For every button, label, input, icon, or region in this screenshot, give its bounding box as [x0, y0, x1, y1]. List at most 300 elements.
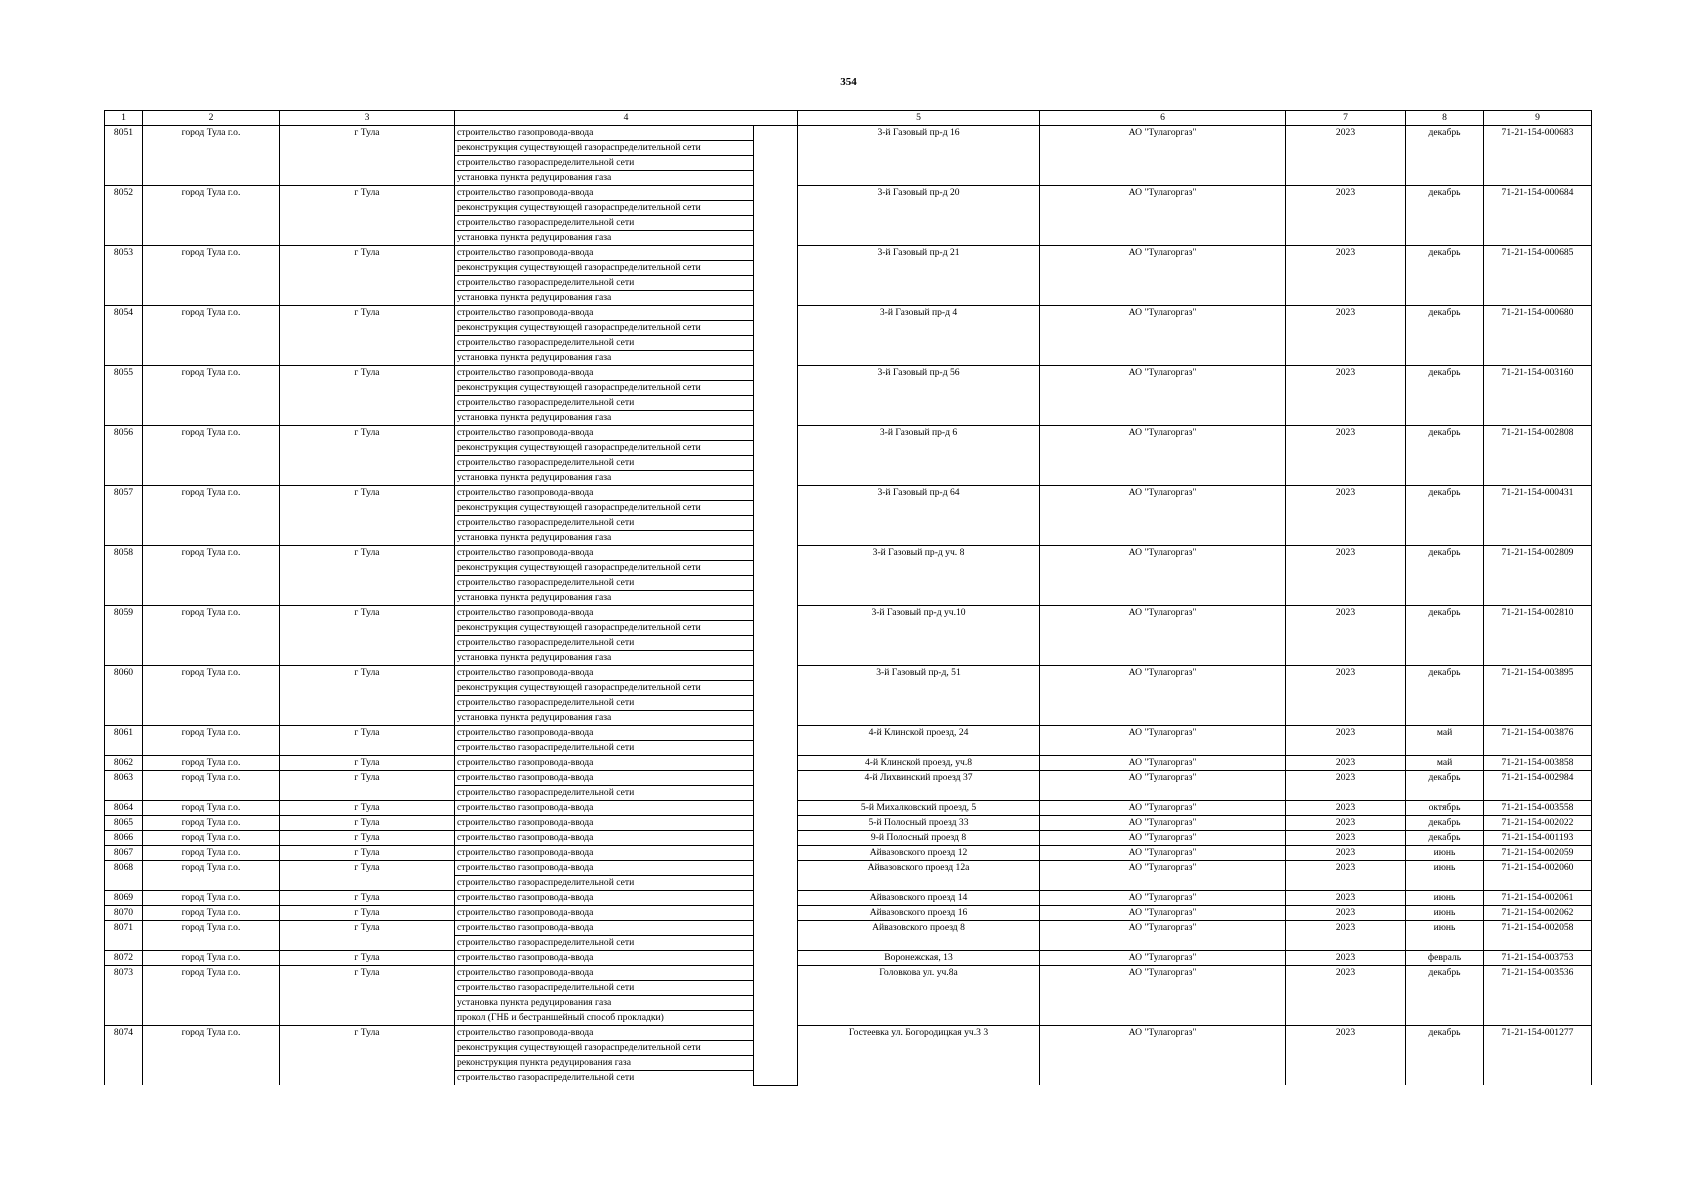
code-cell: 71-21-154-003876 — [1484, 726, 1592, 756]
work-spacer — [754, 936, 798, 951]
work-item: реконструкция существующей газораспределительной сети — [455, 441, 754, 456]
district-cell: город Тула г.о. — [143, 426, 280, 486]
month-cell: июнь — [1406, 846, 1484, 861]
table-row — [105, 186, 1592, 201]
work-item: строительство газораспределительной сети — [455, 786, 754, 801]
month-cell: июнь — [1406, 906, 1484, 921]
registry-table — [104, 110, 1592, 1086]
work-item: строительство газопровода-ввода — [455, 366, 754, 381]
month-cell: июнь — [1406, 861, 1484, 891]
organization-cell: АО "Тулагоргаз" — [1040, 921, 1286, 951]
work-spacer — [754, 216, 798, 231]
organization-cell: АО "Тулагоргаз" — [1040, 126, 1286, 186]
work-spacer — [754, 831, 798, 846]
district-cell: город Тула г.о. — [143, 921, 280, 951]
work-spacer — [754, 741, 798, 756]
work-item: строительство газопровода-ввода — [455, 951, 754, 966]
organization-cell: АО "Тулагоргаз" — [1040, 846, 1286, 861]
year-cell: 2023 — [1286, 801, 1406, 816]
address-cell: Гостеевка ул. Богородицкая уч.3 3 — [798, 1026, 1040, 1086]
table-header — [105, 111, 1592, 126]
year-cell: 2023 — [1286, 891, 1406, 906]
address-cell: 3-й Газовый пр-д 21 — [798, 246, 1040, 306]
work-spacer — [754, 381, 798, 396]
work-spacer — [754, 966, 798, 981]
address-cell: Айвазовского проезд 8 — [798, 921, 1040, 951]
record-number: 8068 — [105, 861, 143, 891]
work-spacer — [754, 186, 798, 201]
work-spacer — [754, 681, 798, 696]
locality-cell: г Тула — [280, 861, 455, 891]
address-cell: Айвазовского проезд 12а — [798, 861, 1040, 891]
year-cell: 2023 — [1286, 486, 1406, 546]
address-cell: Айвазовского проезд 12 — [798, 846, 1040, 861]
month-cell: февраль — [1406, 951, 1484, 966]
work-item: строительство газораспределительной сети — [455, 636, 754, 651]
work-item: строительство газопровода-ввода — [455, 891, 754, 906]
table-row — [105, 966, 1592, 981]
work-item: строительство газопровода-ввода — [455, 726, 754, 741]
code-cell: 71-21-154-000684 — [1484, 186, 1592, 246]
work-item: строительство газопровода-ввода — [455, 906, 754, 921]
locality-cell: г Тула — [280, 966, 455, 1026]
column-header: 5 — [798, 111, 1040, 126]
work-spacer — [754, 726, 798, 741]
month-cell: декабрь — [1406, 831, 1484, 846]
record-number: 8059 — [105, 606, 143, 666]
locality-cell: г Тула — [280, 366, 455, 426]
district-cell: город Тула г.о. — [143, 546, 280, 606]
district-cell: город Тула г.о. — [143, 666, 280, 726]
column-header: 6 — [1040, 111, 1286, 126]
year-cell: 2023 — [1286, 966, 1406, 1026]
work-item: строительство газопровода-ввода — [455, 966, 754, 981]
year-cell: 2023 — [1286, 831, 1406, 846]
record-number: 8073 — [105, 966, 143, 1026]
table-row — [105, 846, 1592, 861]
column-header: 3 — [280, 111, 455, 126]
locality-cell: г Тула — [280, 951, 455, 966]
table-row — [105, 921, 1592, 936]
column-header: 1 — [105, 111, 143, 126]
work-item: реконструкция пункта редуцирования газа — [455, 1056, 754, 1071]
record-number: 8062 — [105, 756, 143, 771]
record-number: 8053 — [105, 246, 143, 306]
work-item: установка пункта редуцирования газа — [455, 711, 754, 726]
year-cell: 2023 — [1286, 756, 1406, 771]
district-cell: город Тула г.о. — [143, 186, 280, 246]
month-cell: декабрь — [1406, 126, 1484, 186]
page-number: 354 — [840, 76, 857, 88]
work-spacer — [754, 861, 798, 876]
record-number: 8064 — [105, 801, 143, 816]
work-item: строительство газораспределительной сети — [455, 741, 754, 756]
record-number: 8055 — [105, 366, 143, 426]
locality-cell: г Тула — [280, 186, 455, 246]
work-item: строительство газораспределительной сети — [455, 216, 754, 231]
year-cell: 2023 — [1286, 921, 1406, 951]
column-number-row — [105, 111, 1592, 126]
code-cell: 71-21-154-002809 — [1484, 546, 1592, 606]
code-cell: 71-21-154-002060 — [1484, 861, 1592, 891]
locality-cell: г Тула — [280, 486, 455, 546]
code-cell: 71-21-154-003558 — [1484, 801, 1592, 816]
column-header: 9 — [1484, 111, 1592, 126]
table-row — [105, 486, 1592, 501]
record-number: 8074 — [105, 1026, 143, 1086]
work-item: строительство газораспределительной сети — [455, 576, 754, 591]
organization-cell: АО "Тулагоргаз" — [1040, 951, 1286, 966]
month-cell: декабрь — [1406, 771, 1484, 801]
work-spacer — [754, 291, 798, 306]
record-number: 8069 — [105, 891, 143, 906]
work-item: реконструкция существующей газораспределительной сети — [455, 561, 754, 576]
locality-cell: г Тула — [280, 666, 455, 726]
year-cell: 2023 — [1286, 846, 1406, 861]
address-cell: 3-й Газовый пр-д 16 — [798, 126, 1040, 186]
month-cell: май — [1406, 756, 1484, 771]
record-number: 8058 — [105, 546, 143, 606]
address-cell: Айвазовского проезд 16 — [798, 906, 1040, 921]
district-cell: город Тула г.о. — [143, 831, 280, 846]
table-row — [105, 1026, 1592, 1041]
organization-cell: АО "Тулагоргаз" — [1040, 966, 1286, 1026]
district-cell: город Тула г.о. — [143, 771, 280, 801]
locality-cell: г Тула — [280, 816, 455, 831]
table-row — [105, 756, 1592, 771]
work-spacer — [754, 1026, 798, 1041]
locality-cell: г Тула — [280, 126, 455, 186]
work-item: строительство газопровода-ввода — [455, 426, 754, 441]
code-cell: 71-21-154-002062 — [1484, 906, 1592, 921]
locality-cell: г Тула — [280, 846, 455, 861]
work-spacer — [754, 366, 798, 381]
locality-cell: г Тула — [280, 891, 455, 906]
address-cell: 9-й Полосный проезд 8 — [798, 831, 1040, 846]
work-item: строительство газопровода-ввода — [455, 801, 754, 816]
work-spacer — [754, 171, 798, 186]
work-item: установка пункта редуцирования газа — [455, 411, 754, 426]
address-cell: Айвазовского проезд 14 — [798, 891, 1040, 906]
organization-cell: АО "Тулагоргаз" — [1040, 486, 1286, 546]
work-item: реконструкция существующей газораспределительной сети — [455, 381, 754, 396]
organization-cell: АО "Тулагоргаз" — [1040, 606, 1286, 666]
work-item: строительство газораспределительной сети — [455, 276, 754, 291]
column-header: 8 — [1406, 111, 1484, 126]
work-spacer — [754, 336, 798, 351]
organization-cell: АО "Тулагоргаз" — [1040, 831, 1286, 846]
month-cell: декабрь — [1406, 816, 1484, 831]
record-number: 8056 — [105, 426, 143, 486]
district-cell: город Тула г.о. — [143, 306, 280, 366]
year-cell: 2023 — [1286, 426, 1406, 486]
work-spacer — [754, 126, 798, 141]
month-cell: декабрь — [1406, 186, 1484, 246]
organization-cell: АО "Тулагоргаз" — [1040, 756, 1286, 771]
table-row — [105, 246, 1592, 261]
year-cell: 2023 — [1286, 861, 1406, 891]
work-spacer — [754, 771, 798, 786]
district-cell: город Тула г.о. — [143, 606, 280, 666]
work-item: установка пункта редуцирования газа — [455, 471, 754, 486]
month-cell: декабрь — [1406, 1026, 1484, 1086]
work-spacer — [754, 306, 798, 321]
work-spacer — [754, 201, 798, 216]
table-row — [105, 891, 1592, 906]
work-spacer — [754, 261, 798, 276]
work-item: строительство газопровода-ввода — [455, 486, 754, 501]
address-cell: 3-й Газовый пр-д 56 — [798, 366, 1040, 426]
table-row — [105, 126, 1592, 141]
work-item: строительство газопровода-ввода — [455, 186, 754, 201]
work-item: строительство газораспределительной сети — [455, 396, 754, 411]
work-item: реконструкция существующей газораспределительной сети — [455, 141, 754, 156]
table-row — [105, 366, 1592, 381]
organization-cell: АО "Тулагоргаз" — [1040, 246, 1286, 306]
work-spacer — [754, 666, 798, 681]
work-item: строительство газораспределительной сети — [455, 336, 754, 351]
work-item: установка пункта редуцирования газа — [455, 996, 754, 1011]
month-cell: декабрь — [1406, 546, 1484, 606]
month-cell: декабрь — [1406, 426, 1484, 486]
code-cell: 71-21-154-001277 — [1484, 1026, 1592, 1086]
district-cell: город Тула г.о. — [143, 951, 280, 966]
organization-cell: АО "Тулагоргаз" — [1040, 861, 1286, 891]
locality-cell: г Тула — [280, 756, 455, 771]
work-spacer — [754, 231, 798, 246]
district-cell: город Тула г.о. — [143, 891, 280, 906]
work-spacer — [754, 891, 798, 906]
work-item: реконструкция существующей газораспределительной сети — [455, 621, 754, 636]
work-item: строительство газопровода-ввода — [455, 546, 754, 561]
work-item: строительство газопровода-ввода — [455, 666, 754, 681]
month-cell: декабрь — [1406, 606, 1484, 666]
work-item: строительство газопровода-ввода — [455, 831, 754, 846]
district-cell: город Тула г.о. — [143, 726, 280, 756]
record-number: 8051 — [105, 126, 143, 186]
work-spacer — [754, 1056, 798, 1071]
work-item: строительство газораспределительной сети — [455, 456, 754, 471]
column-header: 7 — [1286, 111, 1406, 126]
work-item: строительство газопровода-ввода — [455, 246, 754, 261]
work-item: строительство газопровода-ввода — [455, 1026, 754, 1041]
record-number: 8061 — [105, 726, 143, 756]
work-spacer — [754, 876, 798, 891]
work-spacer — [754, 786, 798, 801]
work-spacer — [754, 561, 798, 576]
district-cell: город Тула г.о. — [143, 906, 280, 921]
work-item: строительство газопровода-ввода — [455, 126, 754, 141]
year-cell: 2023 — [1286, 126, 1406, 186]
work-spacer — [754, 351, 798, 366]
district-cell: город Тула г.о. — [143, 246, 280, 306]
address-cell: 4-й Лихвинский проезд 37 — [798, 771, 1040, 801]
district-cell: город Тула г.о. — [143, 366, 280, 426]
locality-cell: г Тула — [280, 426, 455, 486]
work-item: установка пункта редуцирования газа — [455, 231, 754, 246]
code-cell: 71-21-154-002810 — [1484, 606, 1592, 666]
year-cell: 2023 — [1286, 906, 1406, 921]
organization-cell: АО "Тулагоргаз" — [1040, 306, 1286, 366]
locality-cell: г Тула — [280, 1026, 455, 1086]
year-cell: 2023 — [1286, 546, 1406, 606]
work-item: прокол (ГНБ и бестраншейный способ прокладки) — [455, 1011, 754, 1026]
organization-cell: АО "Тулагоргаз" — [1040, 906, 1286, 921]
work-spacer — [754, 696, 798, 711]
code-cell: 71-21-154-003858 — [1484, 756, 1592, 771]
code-cell: 71-21-154-000680 — [1484, 306, 1592, 366]
district-cell: город Тула г.о. — [143, 816, 280, 831]
work-spacer — [754, 1041, 798, 1056]
locality-cell: г Тула — [280, 306, 455, 366]
work-spacer — [754, 636, 798, 651]
work-item: строительство газопровода-ввода — [455, 771, 754, 786]
work-spacer — [754, 621, 798, 636]
work-spacer — [754, 516, 798, 531]
organization-cell: АО "Тулагоргаз" — [1040, 186, 1286, 246]
organization-cell: АО "Тулагоргаз" — [1040, 366, 1286, 426]
code-cell: 71-21-154-002808 — [1484, 426, 1592, 486]
locality-cell: г Тула — [280, 726, 455, 756]
locality-cell: г Тула — [280, 246, 455, 306]
work-item: строительство газопровода-ввода — [455, 861, 754, 876]
address-cell: 3-й Газовый пр-д уч.10 — [798, 606, 1040, 666]
organization-cell: АО "Тулагоргаз" — [1040, 1026, 1286, 1086]
table-row — [105, 306, 1592, 321]
district-cell: город Тула г.о. — [143, 861, 280, 891]
record-number: 8057 — [105, 486, 143, 546]
locality-cell: г Тула — [280, 546, 455, 606]
code-cell: 71-21-154-003160 — [1484, 366, 1592, 426]
work-spacer — [754, 591, 798, 606]
code-cell: 71-21-154-002022 — [1484, 816, 1592, 831]
table-row — [105, 771, 1592, 786]
organization-cell: АО "Тулагоргаз" — [1040, 426, 1286, 486]
work-item: реконструкция существующей газораспределительной сети — [455, 1041, 754, 1056]
work-item: реконструкция существующей газораспределительной сети — [455, 261, 754, 276]
address-cell: Головкова ул. уч.8а — [798, 966, 1040, 1026]
district-cell: город Тула г.о. — [143, 1026, 280, 1086]
work-item: реконструкция существующей газораспределительной сети — [455, 681, 754, 696]
table-row — [105, 801, 1592, 816]
work-spacer — [754, 276, 798, 291]
table-row — [105, 816, 1592, 831]
work-spacer — [754, 546, 798, 561]
record-number: 8070 — [105, 906, 143, 921]
address-cell: 3-й Газовый пр-д 6 — [798, 426, 1040, 486]
month-cell: декабрь — [1406, 306, 1484, 366]
work-spacer — [754, 846, 798, 861]
address-cell: 5-й Михалковский проезд, 5 — [798, 801, 1040, 816]
locality-cell: г Тула — [280, 921, 455, 951]
record-number: 8067 — [105, 846, 143, 861]
address-cell: Воронежская, 13 — [798, 951, 1040, 966]
work-spacer — [754, 531, 798, 546]
code-cell: 71-21-154-000431 — [1484, 486, 1592, 546]
month-cell: июнь — [1406, 891, 1484, 906]
address-cell: 3-й Газовый пр-д 64 — [798, 486, 1040, 546]
month-cell: июнь — [1406, 921, 1484, 951]
table-row — [105, 906, 1592, 921]
work-item: установка пункта редуцирования газа — [455, 291, 754, 306]
locality-cell: г Тула — [280, 831, 455, 846]
year-cell: 2023 — [1286, 666, 1406, 726]
work-spacer — [754, 606, 798, 621]
work-spacer — [754, 156, 798, 171]
work-item: строительство газораспределительной сети — [455, 981, 754, 996]
work-item: реконструкция существующей газораспределительной сети — [455, 321, 754, 336]
district-cell: город Тула г.о. — [143, 126, 280, 186]
code-cell: 71-21-154-003536 — [1484, 966, 1592, 1026]
work-spacer — [754, 1071, 798, 1086]
organization-cell: АО "Тулагоргаз" — [1040, 891, 1286, 906]
work-spacer — [754, 816, 798, 831]
month-cell: декабрь — [1406, 366, 1484, 426]
work-item: реконструкция существующей газораспределительной сети — [455, 201, 754, 216]
work-item: строительство газопровода-ввода — [455, 756, 754, 771]
year-cell: 2023 — [1286, 366, 1406, 426]
district-cell: город Тула г.о. — [143, 846, 280, 861]
code-cell: 71-21-154-000683 — [1484, 126, 1592, 186]
work-item: установка пункта редуцирования газа — [455, 531, 754, 546]
address-cell: 4-й Клинской проезд, 24 — [798, 726, 1040, 756]
work-spacer — [754, 396, 798, 411]
work-item: строительство газопровода-ввода — [455, 306, 754, 321]
work-spacer — [754, 651, 798, 666]
record-number: 8072 — [105, 951, 143, 966]
locality-cell: г Тула — [280, 801, 455, 816]
code-cell: 71-21-154-003895 — [1484, 666, 1592, 726]
code-cell: 71-21-154-002059 — [1484, 846, 1592, 861]
work-spacer — [754, 1011, 798, 1026]
work-spacer — [754, 921, 798, 936]
month-cell: декабрь — [1406, 966, 1484, 1026]
work-spacer — [754, 711, 798, 726]
organization-cell: АО "Тулагоргаз" — [1040, 801, 1286, 816]
work-item: строительство газораспределительной сети — [455, 516, 754, 531]
code-cell: 71-21-154-002984 — [1484, 771, 1592, 801]
district-cell: город Тула г.о. — [143, 486, 280, 546]
column-header: 2 — [143, 111, 280, 126]
year-cell: 2023 — [1286, 1026, 1406, 1086]
work-spacer — [754, 951, 798, 966]
work-spacer — [754, 141, 798, 156]
district-cell: город Тула г.о. — [143, 801, 280, 816]
year-cell: 2023 — [1286, 306, 1406, 366]
table-row — [105, 666, 1592, 681]
work-spacer — [754, 471, 798, 486]
table-row — [105, 861, 1592, 876]
locality-cell: г Тула — [280, 906, 455, 921]
year-cell: 2023 — [1286, 246, 1406, 306]
month-cell: октябрь — [1406, 801, 1484, 816]
work-spacer — [754, 906, 798, 921]
address-cell: 5-й Полосный проезд 33 — [798, 816, 1040, 831]
table-row — [105, 831, 1592, 846]
record-number: 8054 — [105, 306, 143, 366]
address-cell: 4-й Клинской проезд, уч.8 — [798, 756, 1040, 771]
year-cell: 2023 — [1286, 726, 1406, 756]
work-item: строительство газораспределительной сети — [455, 696, 754, 711]
organization-cell: АО "Тулагоргаз" — [1040, 771, 1286, 801]
table-body — [105, 126, 1592, 1086]
work-spacer — [754, 411, 798, 426]
work-item: строительство газопровода-ввода — [455, 921, 754, 936]
work-item: строительство газораспределительной сети — [455, 1071, 754, 1086]
work-item: строительство газопровода-ввода — [455, 846, 754, 861]
work-item: строительство газораспределительной сети — [455, 936, 754, 951]
district-cell: город Тула г.о. — [143, 756, 280, 771]
